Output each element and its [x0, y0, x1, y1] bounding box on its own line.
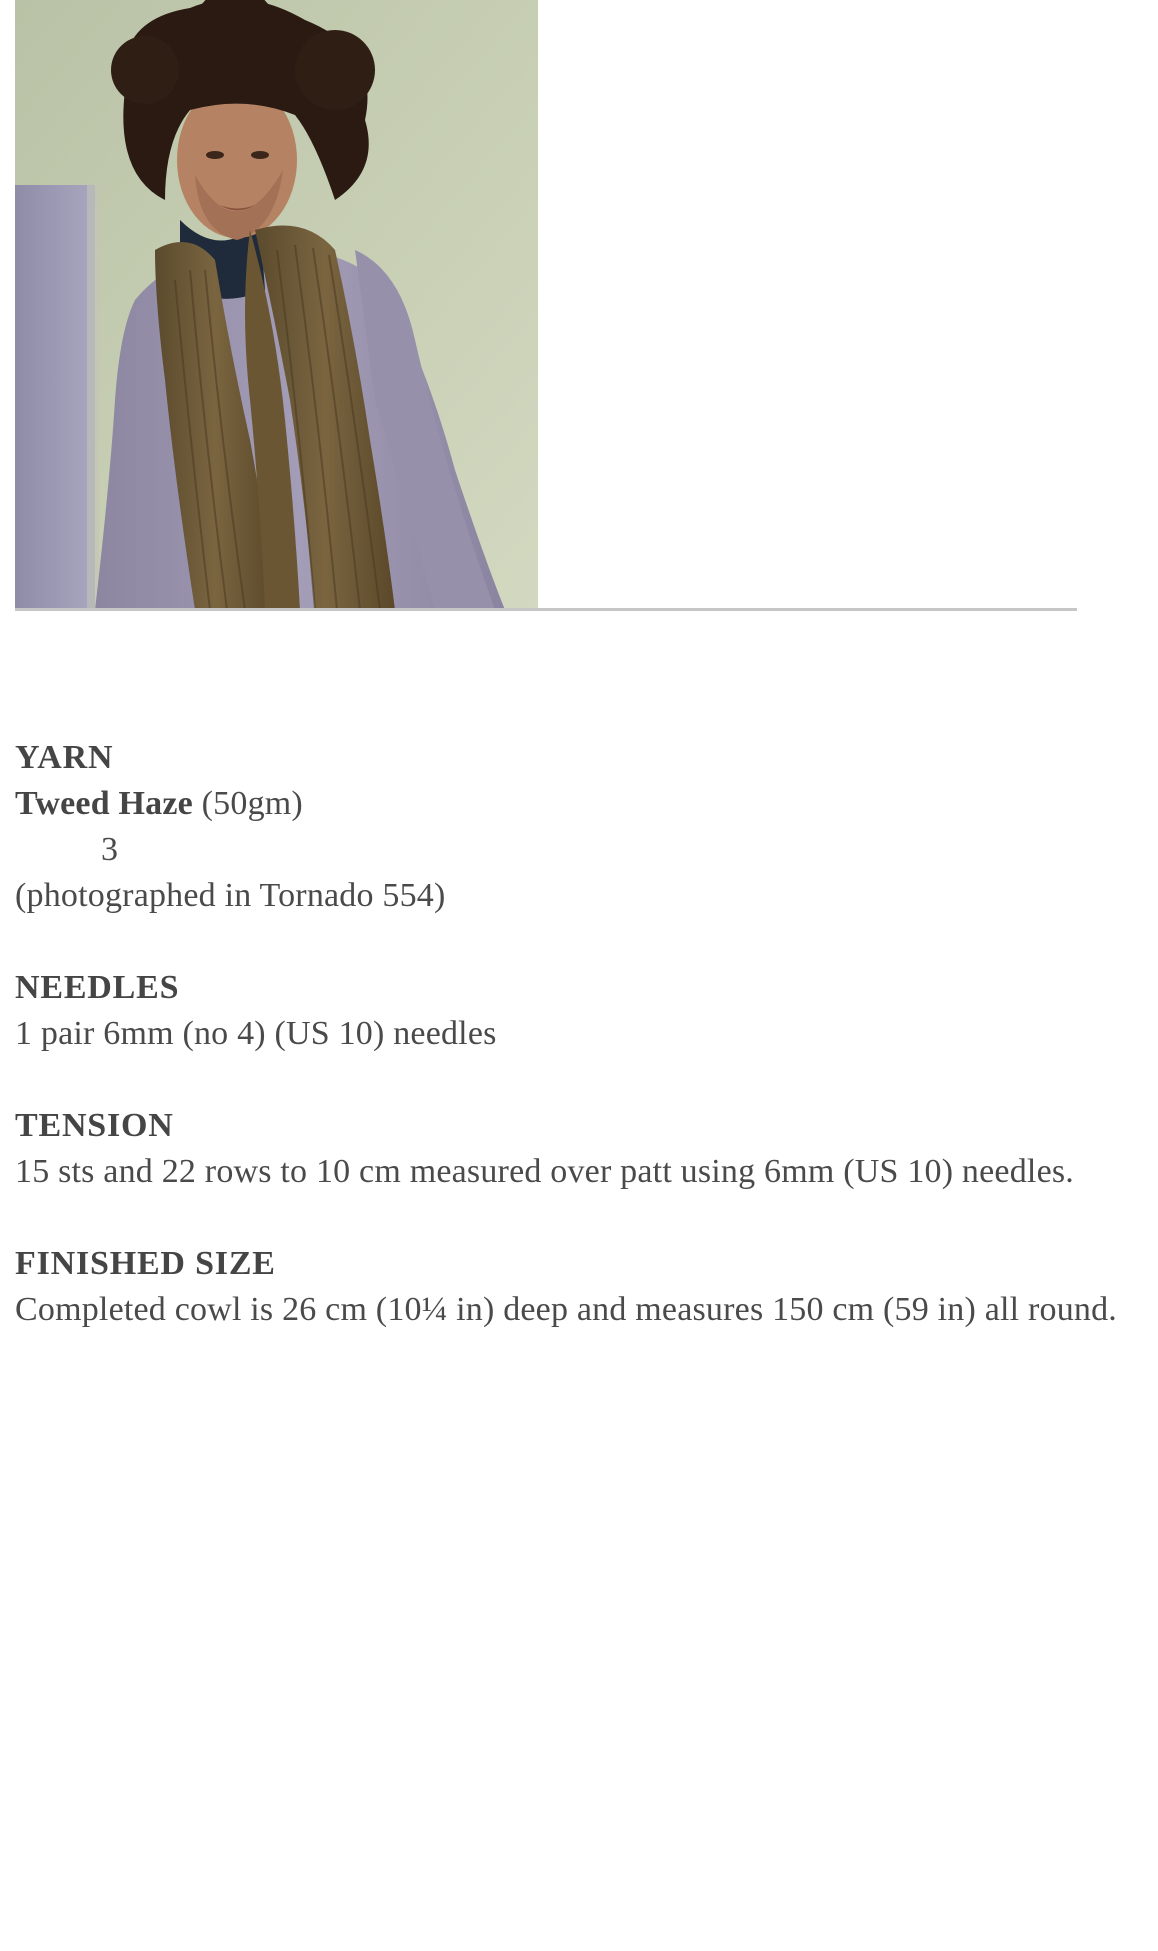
yarn-photographed-note: (photographed in Tornado 554): [15, 877, 446, 914]
tension-heading: TENSION: [15, 1107, 174, 1144]
needles-heading: NEEDLES: [15, 969, 180, 1006]
yarn-quantity: 3: [101, 831, 119, 868]
finished-size-text: Completed cowl is 26 cm (10¼ in) deep and measures 150 cm (59 in) all round.: [15, 1291, 1118, 1328]
pattern-specifications: [15, 735, 1135, 1379]
tension-text: 15 sts and 22 rows to 10 cm measured over patt using 6mm (US 10) needles.: [15, 1153, 1074, 1190]
divider-rule: [15, 608, 1077, 611]
needles-text: 1 pair 6mm (no 4) (US 10) needles: [15, 1015, 497, 1052]
model-photo: [15, 0, 538, 610]
tension-section: [15, 1103, 1135, 1195]
yarn-heading: YARN: [15, 739, 114, 776]
needles-section: [15, 965, 1135, 1057]
yarn-line: [15, 781, 1135, 827]
model-photo-illustration: [15, 0, 538, 610]
finished-size-section: [15, 1241, 1135, 1333]
finished-size-heading: FINISHED SIZE: [15, 1245, 276, 1282]
yarn-section: [15, 735, 1135, 919]
yarn-name: Tweed Haze: [15, 785, 193, 822]
yarn-weight: (50gm): [201, 785, 303, 822]
